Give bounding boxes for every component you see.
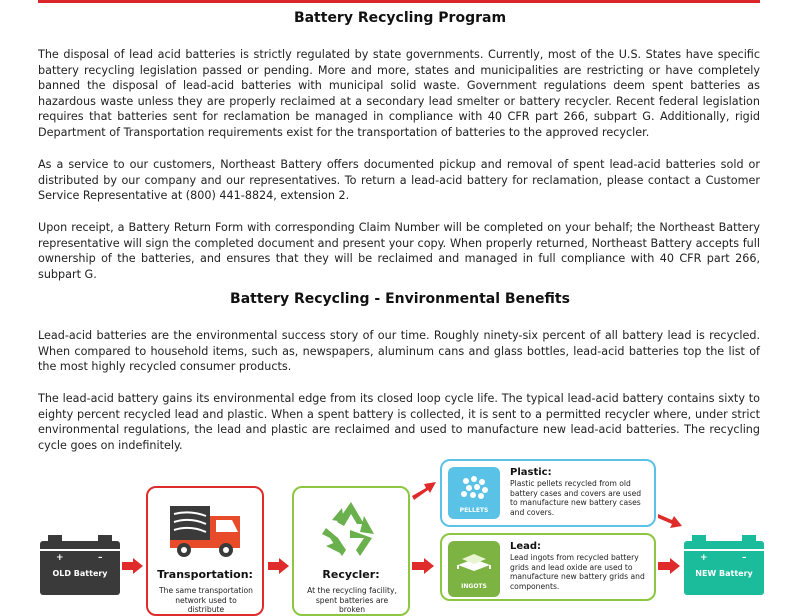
pellets-label: PELLETS: [459, 507, 489, 514]
section-title: Battery Recycling - Environmental Benefits: [230, 291, 570, 307]
ingots-label: INGOTS: [461, 583, 487, 590]
plastic-title: Plastic:: [510, 467, 552, 478]
benefits-paragraph: Lead-acid batteries are the environmental success story of our time. Roughly ninety-six percent of all battery lead is recycled. When compared to household items, such as, newspapers, aluminum cans and glass bottles, lead-acid batteries top the list of the most highly recycled consumer products.: [38, 329, 760, 374]
recycler-box: [292, 486, 410, 616]
arrow-right-icon: [658, 558, 682, 574]
lead-title: Lead:: [510, 541, 542, 552]
minus-sign: –: [742, 553, 747, 563]
recycle-icon: [320, 498, 382, 560]
old-battery: [40, 535, 120, 595]
plus-sign: +: [56, 553, 64, 563]
old-battery-label: OLD Battery: [52, 569, 108, 578]
plus-sign: +: [700, 553, 708, 563]
intro-paragraph: The disposal of lead acid batteries is strictly regulated by state governments. Currently, most of the U.S. States have specific battery recycling legislation passed or pending. More and more, states and municipalities are restricting or have completely banned the disposal of lead-acid batteries with municipal solid waste. Government regulations deem spent batteries as hazardous waste unless they are properly reclaimed at a secondary lead smelter or battery recycler. Recent federal legislation requires that batteries sent for reclamation be managed in compliance with 40 CFR part 266, subpart G. Additionally, rigid Department of Transportation requirements exist for the transportation of batteries to the approved recycler.: [38, 48, 760, 139]
arrow-right-icon: [122, 558, 144, 574]
service-paragraph: As a service to our customers, Northeast Battery offers documented pickup and removal of spent lead-acid batteries sold or distributed by our company and our representatives. To return a lead-acid battery for reclamation, please contact a Customer Service Representative at (800) 441-8824, extension 2.: [38, 158, 760, 203]
minus-sign: –: [98, 553, 103, 563]
new-battery-label: NEW Battery: [695, 569, 753, 578]
plastic-box: [440, 459, 656, 527]
arrow-down-right-icon: [658, 508, 684, 530]
pellets-tile: [448, 467, 500, 519]
ingots-icon: [456, 549, 492, 575]
closed-loop-paragraph: The lead-acid battery gains its environmental edge from its closed loop cycle life. The typical lead-acid battery contains sixty to eighty percent recycled lead and plastic. When a spent battery is collected, it is sent to a permitted recycler where, under strict environmental regulations, the lead and plastic are reclaimed and used to manufacture new lead-acid batteries. The recycling cycle goes on indefinitely.: [38, 392, 760, 452]
transportation-box: [146, 486, 264, 616]
top-accent-bar: [38, 0, 760, 3]
lead-box: [440, 533, 656, 601]
pellets-icon: [458, 473, 490, 501]
ingots-tile: [448, 541, 500, 597]
recycler-title: Recycler:: [322, 568, 380, 581]
arrow-right-icon: [412, 558, 436, 574]
page-title: Battery Recycling Program: [293, 10, 507, 26]
truck-icon: [170, 500, 246, 560]
plastic-text: Plastic pellets recycled from old battery cases and covers are used to manufacture new battery cases and covers.: [510, 479, 642, 517]
arrow-up-right-icon: [412, 480, 438, 502]
transportation-text: The same transportation network used to distribute: [159, 586, 253, 615]
new-battery: [684, 535, 764, 595]
arrow-right-icon: [268, 558, 290, 574]
lead-text: Lead ingots from recycled battery grids and lead oxide are used to manufacture new battery grids and components.: [510, 553, 645, 591]
transportation-title: Transportation:: [157, 568, 253, 581]
recycler-text: At the recycling facility, spent batteries are broken: [307, 586, 397, 615]
receipt-paragraph: Upon receipt, a Battery Return Form with corresponding Claim Number will be completed on your behalf; the Northeast Battery representative will sign the completed document and present your copy. When properly returned, Northeast Battery accepts full ownership of the batteries, and ensures that they will be reclaimed and managed in full compliance with 40 CFR part 266, subpart G.: [38, 221, 760, 281]
